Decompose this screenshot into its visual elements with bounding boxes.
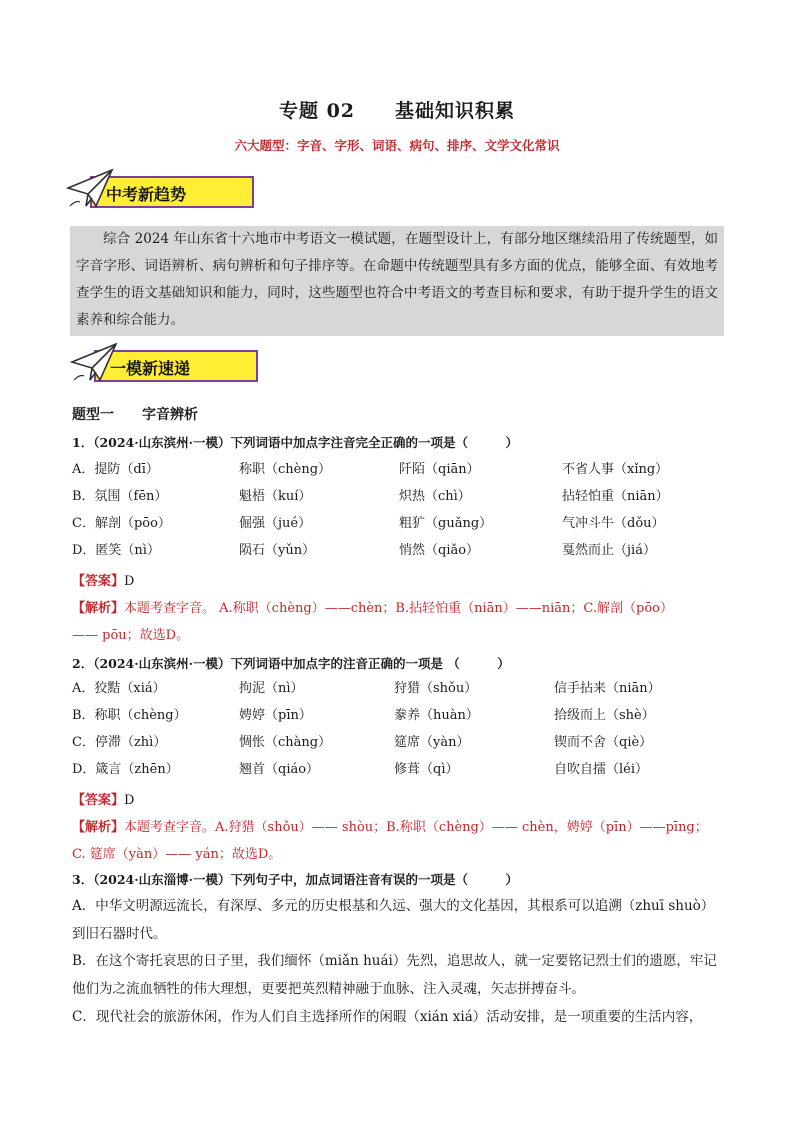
option-cell: 拈轻怕重（niān） bbox=[562, 489, 669, 504]
page-title bbox=[0, 96, 794, 123]
question-1-row-c bbox=[72, 510, 732, 537]
question-1-row-d bbox=[72, 537, 732, 564]
question-2-row-b bbox=[72, 702, 732, 729]
question-1-stem: 1．（2024·山东滨州·一模）下列词语中加点字注音完全正确的一项是（ ） bbox=[72, 435, 518, 450]
option-cell: 阡陌（qiān） bbox=[399, 462, 480, 477]
option-cell: 拾级而上（shè） bbox=[554, 708, 655, 723]
option-cell: 气冲斗牛（dǒu） bbox=[562, 516, 665, 531]
analysis-tag: 【解析】 bbox=[72, 601, 125, 616]
question-2-row-a bbox=[72, 675, 732, 702]
option-cell: B．氛围（fēn） bbox=[72, 489, 168, 504]
question-3-option-b-cont: 他们为之流血牺牲的伟大理想，更要把英烈精神融于血脉、注入灵魂，矢志拼搏奋斗。 bbox=[72, 981, 585, 997]
question-2-answer bbox=[72, 789, 134, 808]
banner-recent-label: 一模新速递 bbox=[110, 359, 191, 378]
option-cell: 倔强（jué） bbox=[239, 516, 312, 531]
option-cell: 不省人事（xǐng） bbox=[562, 462, 669, 477]
option-cell: D．箴言（zhēn） bbox=[72, 762, 179, 777]
option-cell: 称职（chèng） bbox=[239, 462, 332, 477]
option-cell: 翘首（qiáo） bbox=[239, 762, 320, 777]
question-1-analysis-cont: —— pōu；故选D。 bbox=[72, 628, 190, 643]
answer-value: D bbox=[124, 793, 135, 808]
question-3-option-a: A．中华文明源远流长，有深厚、多元的历史根基和久远、强大的文化基因，其根系可以追溯（zhuī shuò） bbox=[72, 898, 715, 914]
analysis-text: 本题考查字音。A.狩猎（shǒu）—— shòu；B.称职（chèng）—— chèn，娉婷（pīn）——pīng； bbox=[124, 820, 708, 835]
option-cell: 魁梧（kuí） bbox=[239, 489, 312, 504]
option-cell: 修葺（qì） bbox=[394, 762, 459, 777]
trend-box bbox=[70, 226, 724, 336]
option-cell: 陨石（yǔn） bbox=[239, 543, 316, 558]
question-3-option-a-cont: 到旧石器时代。 bbox=[72, 926, 167, 942]
question-1-analysis bbox=[72, 597, 673, 616]
option-cell: C．解剖（pōo） bbox=[72, 516, 171, 531]
question-3-option-c: C．现代社会的旅游休闲，作为人们自主选择所作的闲暇（xián xiá）活动安排，是一项重要的生活内容， bbox=[72, 1009, 703, 1025]
option-cell: 筵席（yàn） bbox=[394, 735, 470, 750]
option-cell: B．称职（chèng） bbox=[72, 708, 187, 723]
option-cell: 戛然而止（jiá） bbox=[562, 543, 656, 558]
option-cell: 娉婷（pīn） bbox=[239, 708, 312, 723]
option-cell: A．狡黠（xiá） bbox=[72, 681, 166, 696]
section-heading: 题型一 字音辨析 bbox=[72, 407, 198, 423]
question-2-row-c bbox=[72, 729, 732, 756]
question-1-answer bbox=[72, 570, 134, 589]
analysis-text: 本题考查字音。 A.称职（chèng）——chèn；B.拈轻怕重（niān）——niān；C.解剖（pōo） bbox=[124, 601, 674, 616]
option-cell: 悄然（qiǎo） bbox=[399, 543, 480, 558]
trend-text: 综合 2024 年山东省十六地市中考语文一模试题，在题型设计上，有部分地区继续沿用了传统题型，如字音字形、词语辨析、病句辨析和句子排序等。在命题中传统题型具有多方面的优点，能够全面、有效地考查学生的语文基础知识和能力，同时，这些题型也符合中考语文的考查目标和要求，有助于提升学生的语文素养和综合能力。 bbox=[76, 231, 718, 328]
question-2-analysis bbox=[72, 816, 708, 835]
option-cell: 拘泥（nì） bbox=[239, 681, 304, 696]
option-cell: A．提防（dī） bbox=[72, 462, 159, 477]
option-cell: 信手拈来（niān） bbox=[554, 681, 661, 696]
option-cell: 自吹自擂（léi） bbox=[554, 762, 649, 777]
question-2-analysis-cont: C. 筵席（yàn）—— yán；故选D。 bbox=[72, 847, 282, 862]
option-cell: D．匿笑（nì） bbox=[72, 543, 160, 558]
option-cell: C．停滞（zhì） bbox=[72, 735, 167, 750]
answer-value: D bbox=[124, 574, 135, 589]
question-2-stem: 2．（2024·山东滨州·一模）下列词语中加点字的注音正确的一项是 （ ） bbox=[72, 656, 510, 671]
option-cell: 粗犷（guǎng） bbox=[399, 516, 493, 531]
banner-trend-label: 中考新趋势 bbox=[106, 185, 187, 204]
question-3-option-b: B．在这个寄托哀思的日子里，我们缅怀（miǎn huái）先烈，追思故人，就一定要铭记烈士们的遗愿，牢记 bbox=[72, 953, 717, 969]
answer-tag: 【答案】 bbox=[72, 793, 125, 808]
question-3-stem: 3．（2024·山东淄博·一模）下列句子中，加点词语注音有误的一项是（ ） bbox=[72, 872, 518, 887]
question-2-row-d bbox=[72, 756, 732, 783]
title-part-b: 基础知识积累 bbox=[395, 100, 516, 122]
option-cell: 惆怅（chàng） bbox=[239, 735, 332, 750]
banner-trend bbox=[66, 174, 262, 212]
title-part-a: 专题 02 bbox=[278, 100, 356, 122]
question-1-row-a bbox=[72, 456, 732, 483]
answer-tag: 【答案】 bbox=[72, 574, 125, 589]
option-cell: 锲而不舍（qiè） bbox=[554, 735, 653, 750]
option-cell: 豢养（huàn） bbox=[394, 708, 479, 723]
analysis-tag: 【解析】 bbox=[72, 820, 125, 835]
page-subtitle: 六大题型：字音、字形、词语、病句、排序、文学文化常识 bbox=[234, 138, 560, 153]
banner-recent bbox=[70, 348, 266, 386]
question-1-row-b bbox=[72, 483, 732, 510]
option-cell: 狩猎（shǒu） bbox=[394, 681, 478, 696]
option-cell: 炽热（chì） bbox=[399, 489, 471, 504]
